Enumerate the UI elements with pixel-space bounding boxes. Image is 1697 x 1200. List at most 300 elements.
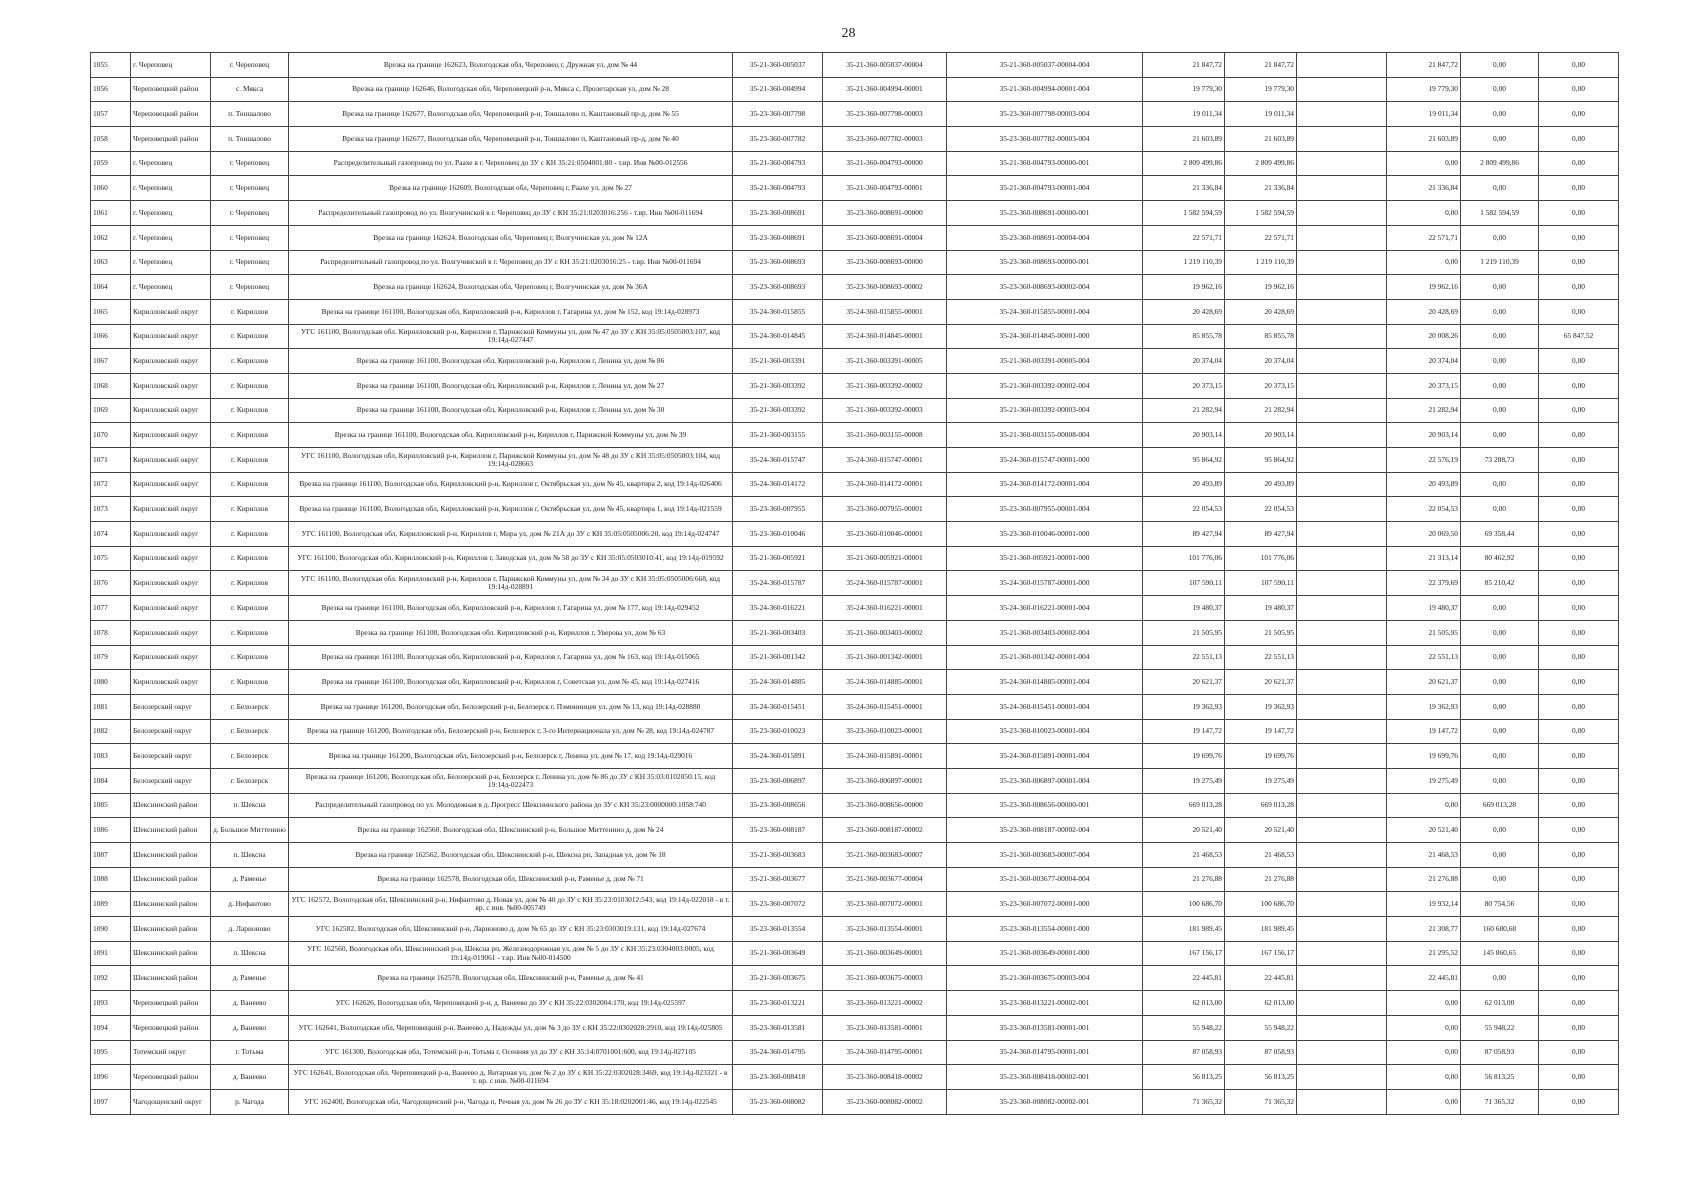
row-number-cell: 1078	[91, 620, 131, 645]
district-cell: Шекснинский район	[131, 793, 211, 818]
locality-cell: п. Шексна	[211, 793, 289, 818]
total-cost-cell: 20 621,37	[1143, 670, 1225, 695]
subobject-code-cell: 35-21-360-003392-00002	[823, 373, 947, 398]
empty-col-cell	[1297, 324, 1387, 349]
locality-cell: д. Большое Миттенино	[211, 818, 289, 843]
district-cell: Кирилловский округ	[131, 349, 211, 374]
row-number-cell: 1088	[91, 867, 131, 892]
object-code-cell: 35-23-360-008418	[733, 1065, 823, 1090]
cost-2-cell: 22 054,53	[1225, 497, 1297, 522]
row-number-cell: 1087	[91, 843, 131, 868]
row-number-cell: 1071	[91, 448, 131, 473]
element-code-cell: 35-23-360-007798-00003-004	[947, 102, 1143, 127]
cost-connection-cell: 19 362,93	[1387, 694, 1461, 719]
table-row	[91, 448, 1619, 473]
object-code-cell: 35-23-360-013554	[733, 917, 823, 942]
object-code-cell: 35-23-360-013221	[733, 991, 823, 1016]
cost-network-cell: 0,00	[1461, 719, 1539, 744]
row-number-cell: 1062	[91, 225, 131, 250]
element-code-cell: 35-24-360-015747-00001-000	[947, 448, 1143, 473]
cost-connection-cell: 0,00	[1387, 1065, 1461, 1090]
total-cost-cell: 19 147,72	[1143, 719, 1225, 744]
object-code-cell: 35-23-360-007798	[733, 102, 823, 127]
row-number-cell: 1059	[91, 151, 131, 176]
table-row	[91, 53, 1619, 78]
cost-network-cell: 0,00	[1461, 472, 1539, 497]
total-cost-cell: 2 809 499,86	[1143, 151, 1225, 176]
table-row	[91, 867, 1619, 892]
object-code-cell: 35-23-360-008693	[733, 275, 823, 300]
cost-2-cell: 22 571,71	[1225, 225, 1297, 250]
cost-2-cell: 87 058,93	[1225, 1040, 1297, 1065]
empty-col-cell	[1297, 349, 1387, 374]
subobject-code-cell: 35-24-360-014172-00001	[823, 472, 947, 497]
cost-network-cell: 0,00	[1461, 324, 1539, 349]
district-cell: Белозерский округ	[131, 719, 211, 744]
cost-connection-cell: 22 054,53	[1387, 497, 1461, 522]
object-description-cell: Распределительный газопровод по ул. Волгучинской в г. Череповец до ЗУ с КН 35:21:0203016:256 - т.вр. Инв №00-011694	[289, 201, 733, 226]
empty-col-cell	[1297, 1065, 1387, 1090]
row-number-cell: 1073	[91, 497, 131, 522]
cost-other-cell: 0,00	[1539, 53, 1619, 78]
district-cell: Кирилловский округ	[131, 620, 211, 645]
cost-connection-cell: 21 505,95	[1387, 620, 1461, 645]
subobject-code-cell: 35-23-360-007955-00001	[823, 497, 947, 522]
locality-cell: г. Белозерск	[211, 768, 289, 793]
cost-network-cell: 1 582 594,59	[1461, 201, 1539, 226]
district-cell: Череповецкий район	[131, 1065, 211, 1090]
object-description-cell: Врезка на границе 162677, Вологодская обл, Череповецкий р-н, Тоншалово п, Каштановый пр-д, дом № 55	[289, 102, 733, 127]
element-code-cell: 35-24-360-015451-00001-004	[947, 694, 1143, 719]
page-number: 28	[841, 26, 856, 41]
locality-cell: д. Ларионово	[211, 917, 289, 942]
locality-cell: г. Кириллов	[211, 546, 289, 571]
object-code-cell: 35-21-360-003675	[733, 966, 823, 991]
row-number-cell: 1095	[91, 1040, 131, 1065]
locality-cell: д. Ванеево	[211, 1065, 289, 1090]
district-cell: Кирилловский округ	[131, 398, 211, 423]
locality-cell: р. Чагода	[211, 1089, 289, 1114]
object-description-cell: УГС 162626, Вологодская обл, Череповецкий р-н, д. Ванеево до ЗУ с КН 35:22:0302004:170, код 19:14д-025597	[289, 991, 733, 1016]
object-code-cell: 35-23-360-007955	[733, 497, 823, 522]
district-cell: Шекснинский район	[131, 892, 211, 917]
subobject-code-cell: 35-23-360-008691-00000	[823, 201, 947, 226]
element-code-cell: 35-24-360-016221-00001-004	[947, 596, 1143, 621]
cost-other-cell: 0,00	[1539, 423, 1619, 448]
empty-col-cell	[1297, 127, 1387, 152]
district-cell: Кирилловский округ	[131, 423, 211, 448]
total-cost-cell: 87 058,93	[1143, 1040, 1225, 1065]
total-cost-cell: 21 505,95	[1143, 620, 1225, 645]
subobject-code-cell: 35-21-360-005921-00001	[823, 546, 947, 571]
cost-network-cell: 0,00	[1461, 867, 1539, 892]
cost-other-cell: 0,00	[1539, 694, 1619, 719]
cost-connection-cell: 22 571,71	[1387, 225, 1461, 250]
cost-network-cell: 71 365,32	[1461, 1089, 1539, 1114]
element-code-cell: 35-23-360-013554-00001-000	[947, 917, 1143, 942]
cost-other-cell: 0,00	[1539, 151, 1619, 176]
locality-cell: д. Нифантово	[211, 892, 289, 917]
cost-network-cell: 145 860,65	[1461, 941, 1539, 966]
subobject-code-cell: 35-23-360-010046-00001	[823, 522, 947, 547]
cost-2-cell: 21 505,95	[1225, 620, 1297, 645]
cost-network-cell: 80 754,56	[1461, 892, 1539, 917]
cost-network-cell: 0,00	[1461, 225, 1539, 250]
cost-connection-cell: 21 847,72	[1387, 53, 1461, 78]
object-description-cell: УГС 162572, Вологодская обл, Шекснинский р-н, Нифантово д, Новая ул, дом № 40 до ЗУ с КН 35:23:0103012:543, код 19:14д-022018 - в т. вр. с инв. №00-005749	[289, 892, 733, 917]
cost-other-cell: 0,00	[1539, 225, 1619, 250]
empty-col-cell	[1297, 571, 1387, 596]
cost-2-cell: 2 809 499,86	[1225, 151, 1297, 176]
district-cell: Шекснинский район	[131, 843, 211, 868]
subobject-code-cell: 35-24-360-014795-00001	[823, 1040, 947, 1065]
empty-col-cell	[1297, 1015, 1387, 1040]
object-description-cell: Врезка на границе 161200, Вологодская обл, Белозерский р-н, Белозерск г, Пэмининцев ул, дом № 13, код 19:14д-028880	[289, 694, 733, 719]
cost-connection-cell: 0,00	[1387, 250, 1461, 275]
district-cell: г. Череповец	[131, 201, 211, 226]
locality-cell: г. Кириллов	[211, 423, 289, 448]
subobject-code-cell: 35-21-360-003649-00001	[823, 941, 947, 966]
subobject-code-cell: 35-23-360-008418-00002	[823, 1065, 947, 1090]
cost-network-cell: 73 288,73	[1461, 448, 1539, 473]
locality-cell: г. Кириллов	[211, 670, 289, 695]
object-code-cell: 35-23-360-013581	[733, 1015, 823, 1040]
empty-col-cell	[1297, 497, 1387, 522]
locality-cell: г. Череповец	[211, 53, 289, 78]
object-code-cell: 35-21-360-003392	[733, 398, 823, 423]
row-number-cell: 1076	[91, 571, 131, 596]
empty-col-cell	[1297, 991, 1387, 1016]
object-description-cell: Врезка на границе 161100, Вологодская обл, Кирилловский р-н, Кириллов г, Ленина ул, дом № 27	[289, 373, 733, 398]
district-cell: г. Череповец	[131, 225, 211, 250]
table-row	[91, 349, 1619, 374]
cost-network-cell: 69 358,44	[1461, 522, 1539, 547]
element-code-cell: 35-24-360-014845-00001-000	[947, 324, 1143, 349]
empty-col-cell	[1297, 843, 1387, 868]
district-cell: Кирилловский округ	[131, 571, 211, 596]
locality-cell: п. Тоншалово	[211, 102, 289, 127]
cost-network-cell: 62 013,00	[1461, 991, 1539, 1016]
object-code-cell: 35-24-360-015891	[733, 744, 823, 769]
district-cell: Кирилловский округ	[131, 472, 211, 497]
empty-col-cell	[1297, 645, 1387, 670]
total-cost-cell: 19 779,30	[1143, 77, 1225, 102]
cost-network-cell: 160 680,68	[1461, 917, 1539, 942]
subobject-code-cell: 35-23-360-006897-00001	[823, 768, 947, 793]
cost-2-cell: 20 374,04	[1225, 349, 1297, 374]
cost-other-cell: 0,00	[1539, 892, 1619, 917]
element-code-cell: 35-23-360-007072-00001-000	[947, 892, 1143, 917]
subobject-code-cell: 35-23-360-007782-00003	[823, 127, 947, 152]
table-row	[91, 299, 1619, 324]
cost-other-cell: 0,00	[1539, 349, 1619, 374]
cost-connection-cell: 20 621,37	[1387, 670, 1461, 695]
element-code-cell: 35-23-360-007782-00003-004	[947, 127, 1143, 152]
cost-2-cell: 95 864,92	[1225, 448, 1297, 473]
cost-other-cell: 0,00	[1539, 991, 1619, 1016]
cost-connection-cell: 0,00	[1387, 201, 1461, 226]
locality-cell: г. Кириллов	[211, 349, 289, 374]
table-row	[91, 917, 1619, 942]
cost-connection-cell: 21 276,88	[1387, 867, 1461, 892]
empty-col-cell	[1297, 522, 1387, 547]
cost-network-cell: 80 462,92	[1461, 546, 1539, 571]
empty-col-cell	[1297, 1040, 1387, 1065]
cost-network-cell: 85 210,42	[1461, 571, 1539, 596]
cost-connection-cell: 0,00	[1387, 991, 1461, 1016]
cost-2-cell: 56 813,25	[1225, 1065, 1297, 1090]
subobject-code-cell: 35-21-360-004793-00001	[823, 176, 947, 201]
total-cost-cell: 107 590,11	[1143, 571, 1225, 596]
cost-network-cell: 669 013,28	[1461, 793, 1539, 818]
object-code-cell: 35-23-360-006897	[733, 768, 823, 793]
table-row	[91, 250, 1619, 275]
total-cost-cell: 20 521,40	[1143, 818, 1225, 843]
object-description-cell: Врезка на границе 162578, Вологодская обл, Шекснинский р-н, Раменье д, дом № 41	[289, 966, 733, 991]
object-description-cell: Врезка на границе 162646, Вологодская обл, Череповецкий р-н, Мякса с, Пролетарская ул, дом № 28	[289, 77, 733, 102]
locality-cell: г. Кириллов	[211, 596, 289, 621]
row-number-cell: 1079	[91, 645, 131, 670]
object-code-cell: 35-23-360-007782	[733, 127, 823, 152]
district-cell: Тотемский округ	[131, 1040, 211, 1065]
locality-cell: г. Кириллов	[211, 522, 289, 547]
district-cell: Кирилловский округ	[131, 299, 211, 324]
total-cost-cell: 19 011,34	[1143, 102, 1225, 127]
locality-cell: д. Ванеево	[211, 991, 289, 1016]
cost-network-cell: 0,00	[1461, 818, 1539, 843]
element-code-cell: 35-24-360-014795-00001-001	[947, 1040, 1143, 1065]
subobject-code-cell: 35-23-360-013221-00002	[823, 991, 947, 1016]
registry-body	[91, 53, 1619, 1115]
cost-other-cell: 0,00	[1539, 373, 1619, 398]
cost-2-cell: 21 282,94	[1225, 398, 1297, 423]
cost-other-cell: 0,00	[1539, 744, 1619, 769]
total-cost-cell: 21 468,53	[1143, 843, 1225, 868]
row-number-cell: 1086	[91, 818, 131, 843]
element-code-cell: 35-21-360-005037-00004-004	[947, 53, 1143, 78]
cost-network-cell: 0,00	[1461, 373, 1539, 398]
element-code-cell: 35-23-360-008691-00004-004	[947, 225, 1143, 250]
object-description-cell: Врезка на границе 161100, Вологодская обл, Кирилловский р-н, Кириллов г, Ленина ул, дом № 86	[289, 349, 733, 374]
cost-other-cell: 0,00	[1539, 77, 1619, 102]
district-cell: Кирилловский округ	[131, 645, 211, 670]
cost-2-cell: 19 779,30	[1225, 77, 1297, 102]
empty-col-cell	[1297, 596, 1387, 621]
element-code-cell: 35-24-360-015787-00001-000	[947, 571, 1143, 596]
empty-col-cell	[1297, 867, 1387, 892]
cost-other-cell: 0,00	[1539, 102, 1619, 127]
subobject-code-cell: 35-23-360-010023-00001	[823, 719, 947, 744]
object-description-cell: УГС 162641, Вологодская обл. Череповецкий р-н, Ванеево д, Янтарная ул, дом № 2 до ЗУ с КН 35:22:0302028:3469, код 19:14д-023321 - в т. вр. с инв. №00-011694	[289, 1065, 733, 1090]
subobject-code-cell: 35-23-360-013581-00001	[823, 1015, 947, 1040]
object-description-cell: УГС 161100, Вологодская обл, Кирилловский р-н, Кириллов г, Мира ул, дом № 21А до ЗУ с КН 35:05:0505006:20, код 19:14д-024747	[289, 522, 733, 547]
cost-2-cell: 22 445,81	[1225, 966, 1297, 991]
subobject-code-cell: 35-21-360-003675-00003	[823, 966, 947, 991]
district-cell: г. Череповец	[131, 176, 211, 201]
object-code-cell: 35-24-360-015855	[733, 299, 823, 324]
object-code-cell: 35-24-360-015747	[733, 448, 823, 473]
row-number-cell: 1075	[91, 546, 131, 571]
cost-other-cell: 0,00	[1539, 275, 1619, 300]
locality-cell: г. Белозерск	[211, 694, 289, 719]
row-number-cell: 1060	[91, 176, 131, 201]
object-code-cell: 35-21-360-003683	[733, 843, 823, 868]
cost-network-cell: 1 219 110,39	[1461, 250, 1539, 275]
empty-col-cell	[1297, 472, 1387, 497]
object-description-cell: Врезка на границе 161100, Вологодская обл, Кирилловский р-н, Кириллов г, Гагарина ул, дом № 177, код 19:14д-029452	[289, 596, 733, 621]
table-row	[91, 225, 1619, 250]
cost-network-cell: 0,00	[1461, 299, 1539, 324]
object-code-cell: 35-23-360-010046	[733, 522, 823, 547]
cost-2-cell: 20 521,40	[1225, 818, 1297, 843]
cost-2-cell: 85 855,78	[1225, 324, 1297, 349]
cost-other-cell: 0,00	[1539, 719, 1619, 744]
total-cost-cell: 21 847,72	[1143, 53, 1225, 78]
cost-2-cell: 1 219 110,39	[1225, 250, 1297, 275]
locality-cell: г. Кириллов	[211, 299, 289, 324]
element-code-cell: 35-23-360-006897-00001-004	[947, 768, 1143, 793]
district-cell: Череповецкий район	[131, 127, 211, 152]
total-cost-cell: 21 282,94	[1143, 398, 1225, 423]
district-cell: Кирилловский округ	[131, 596, 211, 621]
table-row	[91, 102, 1619, 127]
object-code-cell: 35-21-360-003392	[733, 373, 823, 398]
table-row	[91, 571, 1619, 596]
row-number-cell: 1077	[91, 596, 131, 621]
cost-network-cell: 0,00	[1461, 670, 1539, 695]
empty-col-cell	[1297, 966, 1387, 991]
row-number-cell: 1090	[91, 917, 131, 942]
locality-cell: г. Череповец	[211, 201, 289, 226]
cost-connection-cell: 21 603,89	[1387, 127, 1461, 152]
object-description-cell: Распределительный газопровод по ул. Молодежная в д. Прогресс Шекснинского района до ЗУ с КН 35:23:0000000:1058:740	[289, 793, 733, 818]
cost-network-cell: 0,00	[1461, 423, 1539, 448]
table-row	[91, 645, 1619, 670]
table-row	[91, 818, 1619, 843]
cost-connection-cell: 21 336,84	[1387, 176, 1461, 201]
district-cell: Шекснинский район	[131, 917, 211, 942]
cost-connection-cell: 21 313,14	[1387, 546, 1461, 571]
cost-2-cell: 19 699,76	[1225, 744, 1297, 769]
row-number-cell: 1055	[91, 53, 131, 78]
cost-other-cell: 65 847,52	[1539, 324, 1619, 349]
cost-other-cell: 0,00	[1539, 1040, 1619, 1065]
cost-2-cell: 167 156,17	[1225, 941, 1297, 966]
cost-2-cell: 669 013,28	[1225, 793, 1297, 818]
locality-cell: г. Череповец	[211, 225, 289, 250]
row-number-cell: 1068	[91, 373, 131, 398]
table-row	[91, 966, 1619, 991]
cost-other-cell: 0,00	[1539, 843, 1619, 868]
district-cell: Череповецкий район	[131, 1015, 211, 1040]
element-code-cell: 35-21-360-003403-00002-004	[947, 620, 1143, 645]
object-code-cell: 35-21-360-004994	[733, 77, 823, 102]
object-description-cell: Врезка на границе 162624, Вологодская обл, Череповец г, Волгучинская ул, дом № 36А	[289, 275, 733, 300]
row-number-cell: 1069	[91, 398, 131, 423]
object-code-cell: 35-21-360-005037	[733, 53, 823, 78]
cost-connection-cell: 0,00	[1387, 1015, 1461, 1040]
cost-connection-cell: 21 468,53	[1387, 843, 1461, 868]
cost-2-cell: 21 847,72	[1225, 53, 1297, 78]
table-row	[91, 596, 1619, 621]
row-number-cell: 1091	[91, 941, 131, 966]
element-code-cell: 35-21-360-003155-00008-004	[947, 423, 1143, 448]
district-cell: Кирилловский округ	[131, 373, 211, 398]
subobject-code-cell: 35-24-360-016221-00001	[823, 596, 947, 621]
empty-col-cell	[1297, 299, 1387, 324]
table-row	[91, 843, 1619, 868]
subobject-code-cell: 35-24-360-015855-00001	[823, 299, 947, 324]
object-description-cell: УГС 161300, Вологодская обл, Тотемский р-н, Тотьма г, Осенняя ул до ЗУ с КН 35:14:0701001:600, код 19:14д-027105	[289, 1040, 733, 1065]
cost-network-cell: 2 809 499,86	[1461, 151, 1539, 176]
cost-2-cell: 19 011,34	[1225, 102, 1297, 127]
object-description-cell: УГС 162582, Вологодская обл, Шекснинский р-н, Ларионово д, дом № 65 до ЗУ с КН 35:23:0303019:131, код 19:14д-027674	[289, 917, 733, 942]
locality-cell: г. Кириллов	[211, 398, 289, 423]
object-description-cell: УГС 162560, Вологодская обл, Шекснинский р-н, Шексна рп, Железнодорожная ул, дом № 5 до ЗУ с КН 35:23:0304003:0005, код 19:14д-019061 - т.вр. Инв №00-014500	[289, 941, 733, 966]
locality-cell: г. Череповец	[211, 176, 289, 201]
district-cell: Кирилловский округ	[131, 546, 211, 571]
cost-connection-cell: 0,00	[1387, 151, 1461, 176]
cost-connection-cell: 19 480,37	[1387, 596, 1461, 621]
cost-connection-cell: 22 576,19	[1387, 448, 1461, 473]
cost-network-cell: 0,00	[1461, 497, 1539, 522]
subobject-code-cell: 35-24-360-014845-00001	[823, 324, 947, 349]
subobject-code-cell: 35-24-360-015451-00001	[823, 694, 947, 719]
table-row	[91, 694, 1619, 719]
cost-connection-cell: 19 147,72	[1387, 719, 1461, 744]
element-code-cell: 35-23-360-008656-00000-001	[947, 793, 1143, 818]
district-cell: Белозерский округ	[131, 694, 211, 719]
locality-cell: г. Череповец	[211, 250, 289, 275]
table-row	[91, 620, 1619, 645]
total-cost-cell: 89 427,94	[1143, 522, 1225, 547]
cost-network-cell: 0,00	[1461, 966, 1539, 991]
cost-2-cell: 62 013,00	[1225, 991, 1297, 1016]
total-cost-cell: 22 551,13	[1143, 645, 1225, 670]
cost-connection-cell: 20 008,26	[1387, 324, 1461, 349]
object-description-cell: УГС 162641, Вологодская обл, Череповецкий р-н, Ванеево д, Надежды ул, дом № 3 до ЗУ с КН 35:22:0302028:2910, код 19:14д-025805	[289, 1015, 733, 1040]
cost-2-cell: 19 275,49	[1225, 768, 1297, 793]
subobject-code-cell: 35-21-360-004793-00000	[823, 151, 947, 176]
object-description-cell: Врезка на границе 162624, Вологодская обл, Череповец г, Волгучинская ул, дом № 12А	[289, 225, 733, 250]
district-cell: Кирилловский округ	[131, 324, 211, 349]
cost-other-cell: 0,00	[1539, 398, 1619, 423]
object-code-cell: 35-24-360-014845	[733, 324, 823, 349]
row-number-cell: 1097	[91, 1089, 131, 1114]
row-number-cell: 1061	[91, 201, 131, 226]
cost-other-cell: 0,00	[1539, 571, 1619, 596]
total-cost-cell: 20 903,14	[1143, 423, 1225, 448]
object-code-cell: 35-21-360-001342	[733, 645, 823, 670]
row-number-cell: 1083	[91, 744, 131, 769]
locality-cell: п. Шексна	[211, 843, 289, 868]
locality-cell: г. Кириллов	[211, 620, 289, 645]
table-row	[91, 793, 1619, 818]
cost-other-cell: 0,00	[1539, 966, 1619, 991]
cost-network-cell: 0,00	[1461, 768, 1539, 793]
empty-col-cell	[1297, 77, 1387, 102]
subobject-code-cell: 35-24-360-014885-00001	[823, 670, 947, 695]
subobject-code-cell: 35-24-360-015787-00001	[823, 571, 947, 596]
object-description-cell: Врезка на границе 162609, Вологодская обл, Череповец г, Раахе ул, дом № 27	[289, 176, 733, 201]
empty-col-cell	[1297, 398, 1387, 423]
cost-2-cell: 20 493,89	[1225, 472, 1297, 497]
total-cost-cell: 21 603,89	[1143, 127, 1225, 152]
empty-col-cell	[1297, 201, 1387, 226]
cost-2-cell: 19 480,37	[1225, 596, 1297, 621]
object-code-cell: 35-24-360-015787	[733, 571, 823, 596]
cost-connection-cell: 20 903,14	[1387, 423, 1461, 448]
